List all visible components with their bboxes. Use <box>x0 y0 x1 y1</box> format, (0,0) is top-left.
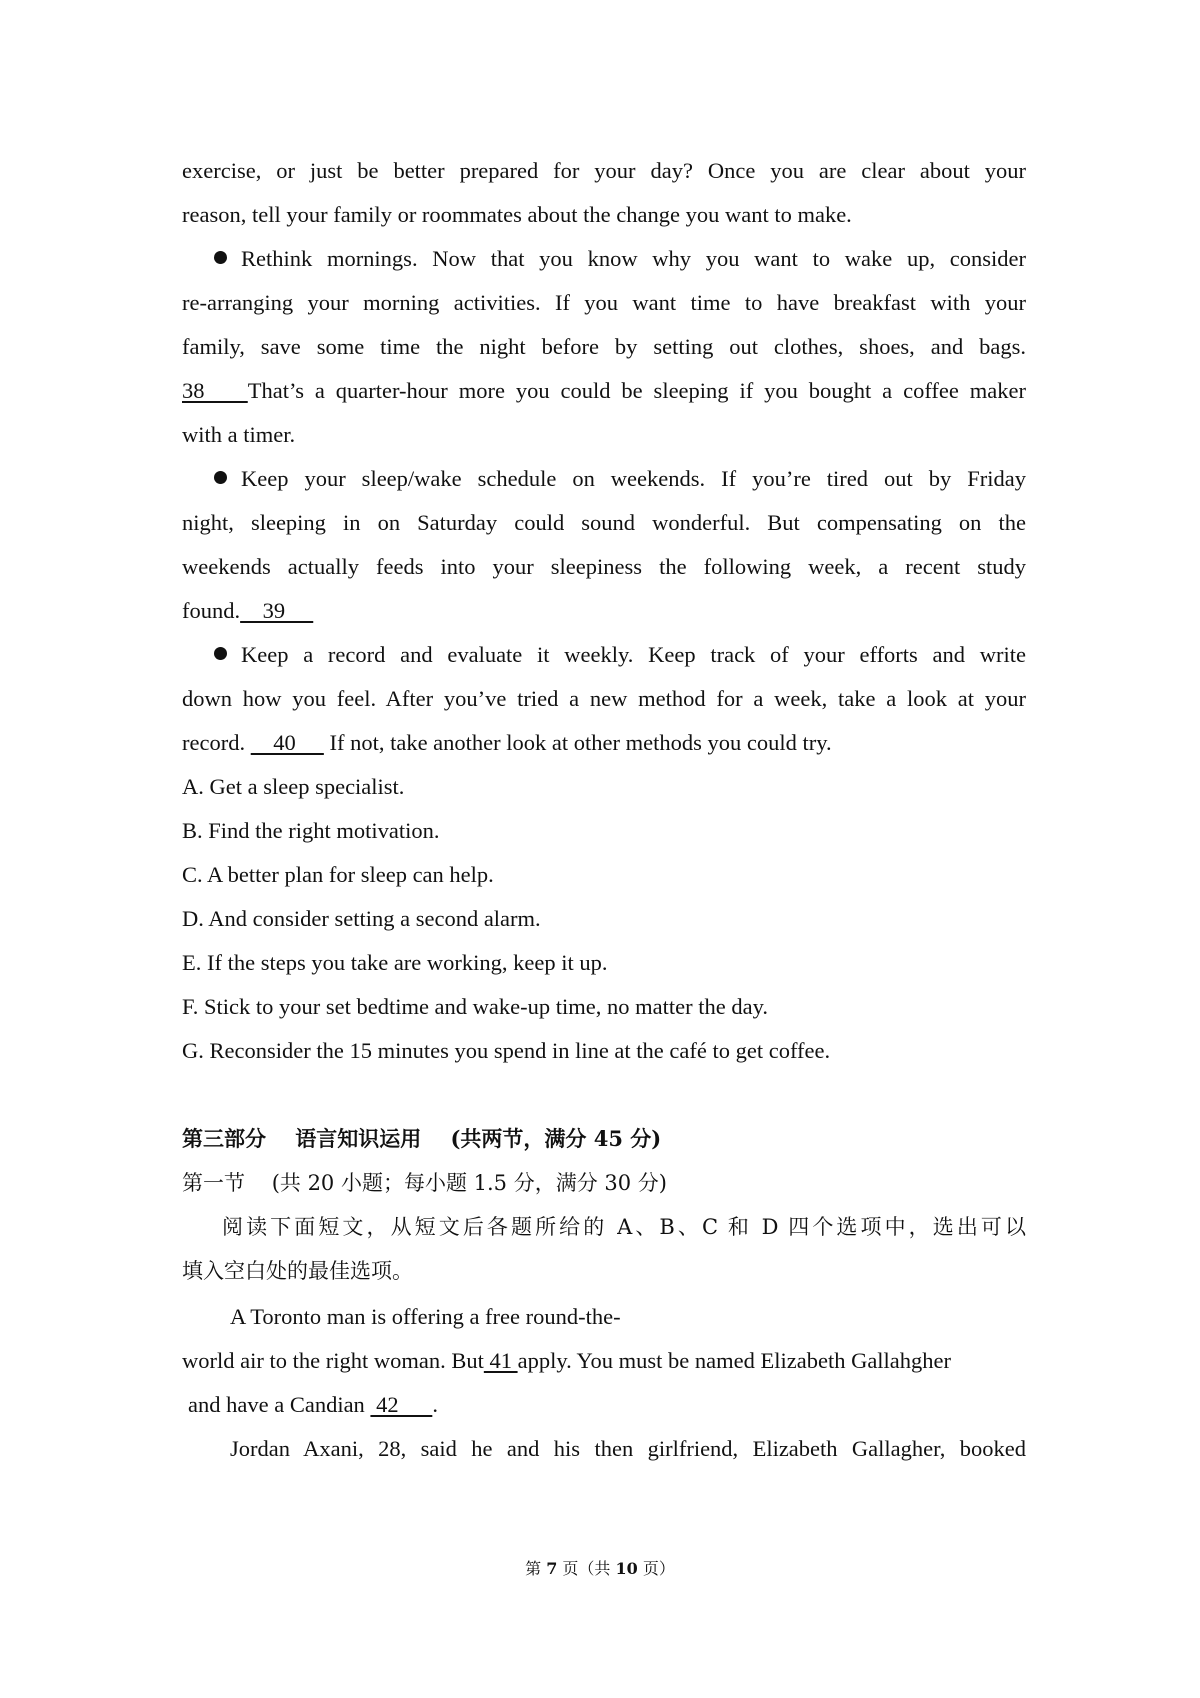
cloze-text: apply. You must be named Elizabeth Gallahgher <box>517 1348 952 1373</box>
cloze-line: Jordan Axani, 28, said he and his then girlfriend, Elizabeth Gallagher, booked <box>230 1436 1026 1461</box>
cloze-text: world air to the right woman. But <box>182 1348 484 1373</box>
footer-page-number: 7 <box>546 1559 558 1578</box>
option-f: F. Stick to your set bedtime and wake-up time, no matter the day. <box>182 994 768 1019</box>
passage-line: Rethink mornings. Now that you know why you want to wake up, consider <box>241 246 1026 271</box>
blank-40: 40 <box>250 730 324 755</box>
instruction-line: 填入空白处的最佳选项。 <box>182 1259 413 1283</box>
section-heading: 第三部分 语言知识运用 (共两节，满分 45 分) <box>182 1126 662 1151</box>
passage-line: night, sleeping in on Saturday could sound wonderful. But compensating on the <box>182 510 1026 535</box>
bullet-icon <box>214 251 227 264</box>
passage-line: family, save some time the night before by setting out clothes, shoes, and bags. <box>182 334 1026 359</box>
passage-line: Keep a record and evaluate it weekly. Keep track of your efforts and write <box>241 642 1026 667</box>
blank-38: 38 <box>182 378 248 403</box>
cloze-text: . <box>432 1392 438 1417</box>
option-d: D. And consider setting a second alarm. <box>182 906 541 931</box>
cloze-line: A Toronto man is offering a free round-the- <box>230 1304 621 1329</box>
passage-line: weekends actually feeds into your sleepiness the following week, a recent study <box>182 554 1026 579</box>
subsection-heading: 第一节 (共 20 小题；每小题 1.5 分，满分 30 分) <box>182 1171 667 1195</box>
instruction-line: 阅读下面短文，从短文后各题所给的 A、B、C 和 D 四个选项中，选出可以 <box>222 1215 1026 1239</box>
passage-text: If not, take another look at other methods you could try. <box>329 730 832 755</box>
passage-line-with-blank <box>182 728 1026 758</box>
cloze-line-with-blank <box>182 1346 1026 1376</box>
passage-line-with-blank <box>182 596 1026 626</box>
option-b: B. Find the right motivation. <box>182 818 440 843</box>
passage-line: re-arranging your morning activities. If you want time to have breakfast with your <box>182 290 1026 315</box>
blank-41: 41 <box>483 1348 518 1373</box>
passage-line: with a timer. <box>182 422 296 447</box>
cloze-line-with-blank <box>188 1390 1032 1420</box>
option-e: E. If the steps you take are working, keep it up. <box>182 950 608 975</box>
bullet-paragraph-record <box>214 640 1026 670</box>
footer-middle: 页（共 <box>557 1559 616 1578</box>
bullet-paragraph-rethink <box>214 244 1026 274</box>
footer-suffix: 页） <box>637 1559 675 1578</box>
passage-line: exercise, or just be better prepared for your day? Once you are clear about your <box>182 158 1026 183</box>
blank-39: 39 <box>240 598 314 623</box>
option-a: A. Get a sleep specialist. <box>182 774 405 799</box>
bullet-paragraph-schedule <box>214 464 1026 494</box>
passage-text: record. <box>182 730 246 755</box>
bullet-icon <box>214 471 227 484</box>
passage-line: Keep your sleep/wake schedule on weekends. If you’re tired out by Friday <box>241 466 1026 491</box>
passage-text: That’s a quarter-hour more you could be sleeping if you bought a coffee maker <box>247 378 1026 403</box>
cloze-text: and have a Candian <box>188 1392 365 1417</box>
passage-text: found. <box>182 598 241 623</box>
option-c: C. A better plan for sleep can help. <box>182 862 494 887</box>
bullet-icon <box>214 647 227 660</box>
option-g: G. Reconsider the 15 minutes you spend in line at the café to get coffee. <box>182 1038 831 1063</box>
passage-line-with-blank <box>182 376 1026 406</box>
passage-line: reason, tell your family or roommates about the change you want to make. <box>182 202 852 227</box>
blank-42: 42 <box>370 1392 433 1417</box>
page-footer <box>0 1558 1200 1580</box>
footer-total-pages: 10 <box>615 1559 638 1578</box>
footer-prefix: 第 <box>525 1559 547 1578</box>
passage-line: down how you feel. After you’ve tried a new method for a week, take a look at your <box>182 686 1026 711</box>
